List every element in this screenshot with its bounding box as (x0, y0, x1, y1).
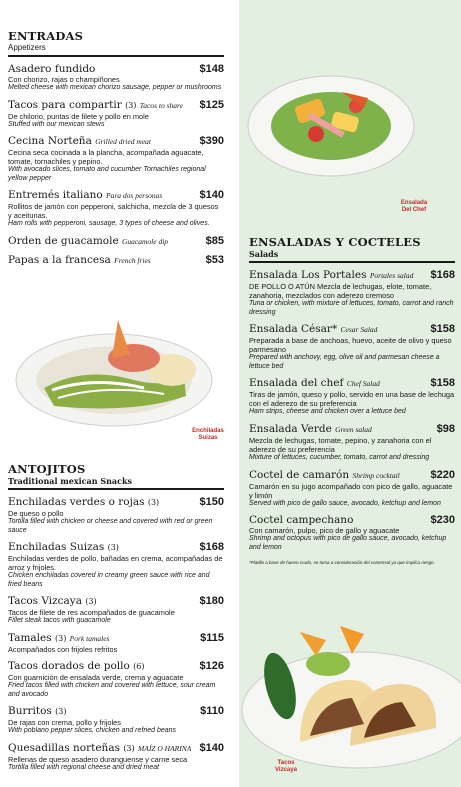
menu-item-description: De rajas con crema, pollo y frijoles (8, 718, 121, 728)
menu-item-title (8, 660, 145, 673)
menu-item-title (8, 189, 162, 202)
menu-item-description: Acompañados con frijoles refritos (8, 644, 118, 654)
menu-item-title (8, 541, 119, 554)
menu-item-english-name: Green salad (335, 424, 372, 434)
menu-item-name: Enchiladas Suizas (8, 541, 105, 554)
menu-item-price: $126 (199, 659, 224, 672)
menu-item-title (8, 99, 183, 112)
menu-item-description: Preparada a base de anchoas, huevo, aceite de olivo y queso parmesano (249, 336, 452, 355)
menu-item-description: DE POLLO O ATÚN Mezcla de lechugas, elote, tomate, zanahoria, mezclados con aderezo cremoso (249, 282, 432, 300)
menu-item-title (249, 469, 400, 482)
menu-item-description: Rollitos de jamón con pepperoni, salchicha, mezcla de 3 quesos y aceitunas. (8, 202, 219, 221)
menu-item-name: Ensalada Verde (249, 422, 332, 435)
menu-item (8, 189, 224, 229)
menu-item-price: $158 (430, 323, 455, 336)
menu-item-price: $158 (430, 377, 455, 390)
menu-item-header (8, 189, 224, 202)
menu-item-description: Cecina seca cocinada a la plancha, acompañada aguacate, tomate, tornachiles y pepino. (8, 148, 204, 167)
menu-item-description: Rellenas de queso asadero duranguense y carne seca (8, 754, 188, 764)
antojitos-section (8, 463, 224, 772)
menu-item-price: $115 (200, 631, 224, 644)
menu-item-quantity: (3) (125, 100, 137, 110)
menu-item-header (249, 469, 455, 482)
ensaladas-subtitle: Salads (249, 249, 279, 259)
menu-item (8, 135, 224, 183)
menu-item-description-english: Ham rolls with pepperoni, sausage, 3 types of cheese and olives. (8, 220, 210, 228)
menu-item-price: $110 (200, 705, 224, 718)
menu-item-quantity: (3) (147, 498, 160, 507)
enchiladas-photo (14, 318, 214, 430)
menu-item-quantity: (3) (85, 597, 97, 607)
menu-item (249, 469, 455, 509)
antojitos-rule (8, 488, 224, 490)
menu-item (8, 254, 224, 267)
menu-item-english-name: Para dos personas (106, 191, 163, 201)
menu-item-title (8, 63, 95, 75)
menu-item-name: Tacos para compartir (8, 98, 122, 111)
menu-item-price: $53 (205, 253, 224, 266)
menu-item-price: $140 (199, 189, 224, 202)
menu-item-name: Coctel campechano (249, 514, 354, 527)
menu-item-name: Tacos Vizcaya (8, 595, 82, 608)
menu-item-quantity: (3) (54, 633, 67, 643)
menu-item-description-english: Stuffed with our mexican stews (8, 120, 105, 128)
menu-item-title (8, 595, 97, 608)
menu-item-title (249, 377, 380, 390)
menu-item (249, 269, 455, 317)
menu-item-title (8, 742, 191, 755)
menu-item-header (8, 632, 224, 645)
menu-item-description-english: Shrimp and octopus with pico de gallo sauce, avocado, ketchup and lemon (249, 535, 447, 551)
menu-item-price: $180 (199, 595, 224, 608)
menu-item-price: $85 (205, 234, 224, 247)
menu-item-header (8, 63, 224, 75)
menu-item-quantity: (3) (55, 707, 67, 717)
menu-item-header (8, 742, 224, 755)
menu-item-title (8, 235, 168, 248)
menu-item-description-english: Tuna or chicken, with mixture of lettuces, tomato, carrot and ranch dressing (249, 300, 454, 316)
menu-item-description-english: Tortilla filled with chicken or cheese and covered with red or green sauce (8, 518, 213, 534)
menu-item (249, 423, 455, 463)
ensaladas-section (249, 236, 455, 566)
ensaladas-title: ENSALADAS Y COCTELES (249, 235, 421, 249)
menu-item-header (8, 135, 224, 148)
menu-item-description: Con camarón, pulpo, pico de gallo y aguacate (249, 526, 400, 536)
menu-item (8, 541, 224, 589)
menu-item-description-english: Mixture of lettuces, cucumber, tomato, carrot and dressing (249, 453, 430, 461)
menu-item-title (8, 705, 67, 718)
menu-item-header (249, 269, 455, 282)
menu-item-header (249, 514, 455, 526)
antojitos-subtitle: Traditional mexican Snacks (8, 476, 133, 486)
menu-item-header (249, 423, 455, 436)
menu-item-description-english: With poblano pepper slices, chicken and refried beans (8, 727, 177, 735)
menu-item-name: Tamales (8, 631, 52, 644)
raw-egg-note: *Platillo a base de huevo crudo, se toma a consideración del comensal ya que implica riesgo. (249, 560, 435, 566)
menu-item-name: Tacos dorados de pollo (8, 659, 130, 672)
menu-item-quantity: (6) (133, 661, 145, 671)
menu-item (8, 742, 224, 773)
tacos-caption: Tacos Vizcaya (275, 760, 297, 773)
menu-item-price: $148 (199, 63, 224, 75)
menu-item-title (249, 269, 413, 282)
menu-item-name: Coctel de camarón (249, 468, 350, 481)
menu-item-price: $168 (430, 269, 455, 281)
menu-item-name: Enchiladas verdes o rojas (8, 496, 145, 508)
menu-item-english-name: Pork tamales (69, 633, 110, 643)
menu-item (8, 705, 224, 736)
tacos-photo (240, 624, 461, 770)
menu-item-price: $230 (430, 514, 455, 527)
menu-item (8, 632, 224, 654)
menu-item-description-english: Chicken enchiladas covered in creamy green sauce with rice and fried beans (8, 572, 210, 588)
menu-item-english-name: Tacos to share (139, 100, 183, 110)
menu-item-description: Mezcla de lechugas, tomate, pepino, y zanahoria con el aderezo de su preferencia (249, 435, 432, 454)
menu-item-name: Ensalada del chef (249, 377, 344, 390)
ensaladas-list (249, 269, 455, 552)
menu-item-description-english: Melted cheese with mexican chorizo sausage, pepper or mushrooms (8, 84, 222, 91)
menu-item-english-name: Grilled dried meat (95, 137, 152, 147)
menu-item-name: Asadero fundido (8, 63, 96, 75)
salad-caption: Ensalada Del Chef (400, 200, 428, 213)
entradas-subtitle: Appetizers (8, 43, 46, 52)
menu-item-price: $168 (199, 541, 224, 554)
menu-item-english-name: Chef Salad (346, 379, 380, 389)
menu-item-title (8, 496, 159, 509)
menu-item-header (8, 235, 224, 248)
menu-item-english-name: Cesar Salad (340, 325, 378, 335)
menu-item-price: $125 (199, 98, 224, 111)
menu-item (8, 235, 224, 248)
menu-item-title (249, 514, 353, 526)
menu-item-name: Burritos (8, 705, 52, 718)
menu-item-header (8, 99, 224, 112)
menu-item-description: Enchiladas verdes de pollo, bañadas en crema, acompañadas de arroz y frijoles. (8, 554, 223, 573)
menu-item-title (8, 135, 151, 148)
menu-item-price: $140 (199, 741, 224, 754)
menu-item-description-english: Served with pico de gallo sauce, avocado, ketchup and lemon (249, 499, 441, 507)
menu-item-header (8, 660, 224, 673)
menu-item-header (8, 595, 224, 608)
chef-salad-photo (246, 72, 416, 180)
menu-item-price: $390 (199, 135, 224, 148)
antojitos-title: ANTOJITOS (8, 462, 86, 476)
menu-item-description-english: Fried tacos filled with chicken and covered with lettuce, sour cream and avocado (8, 681, 216, 698)
menu-item-english-name: French fries (114, 255, 151, 265)
menu-item-english-name: Guacamole dip (122, 236, 169, 246)
menu-item-name: Ensalada César* (249, 323, 338, 336)
menu-item-description: Tacos de filete de res acompañados de guacamole (8, 608, 175, 618)
menu-item-description: De chilorio, puntas de filete y pollo en mole (8, 111, 149, 121)
menu-item-description-english: With avocado slices, tomato and cucumber Tornachiles regional yellow pepper (8, 166, 206, 182)
menu-item-quantity: (3) (123, 743, 135, 753)
menu-item-quantity: (3) (107, 543, 119, 553)
menu-item-description: Tiras de jamón, queso y pollo, servido en una base de lechuga con el aderezo de su preferencia (249, 390, 455, 409)
menu-item-english-name: Shrimp cocktail (352, 470, 400, 480)
menu-item-description: Con guarnición de ensalada verde, crema y aguacate (8, 672, 184, 682)
menu-item-english-name: Portales salad (369, 271, 414, 280)
menu-item (8, 496, 224, 535)
menu-item-description-english: Ham strips, cheese and chicken over a lettuce bed (249, 408, 406, 416)
menu-item (8, 595, 224, 626)
menu-item-name: Entremés italiano (8, 189, 103, 202)
antojitos-list (8, 496, 224, 772)
menu-item-title (8, 254, 151, 267)
menu-item-description: Camarón en su jugo acompañado con pico de gallo, aguacate y limón (249, 481, 453, 500)
menu-item-title (249, 323, 377, 336)
menu-item-price: $220 (430, 468, 455, 481)
menu-item-description-english: Fillet steak tacos with guacamole (8, 617, 111, 625)
menu-item (8, 660, 224, 699)
menu-item-title (8, 632, 109, 645)
menu-item-description: De queso o pollo (8, 509, 64, 518)
menu-item (8, 99, 224, 130)
menu-item-english-name: MAÍZ O HARINA (138, 743, 192, 753)
menu-item (249, 323, 455, 371)
enchiladas-caption: Enchiladas Suizas (192, 428, 224, 441)
menu-item-name: Orden de guacamole (8, 234, 119, 247)
entradas-title: ENTRADAS (8, 29, 84, 43)
menu-item-header (8, 496, 224, 509)
menu-item (8, 63, 224, 93)
menu-item-name: Cecina Norteña (8, 135, 92, 148)
menu-item-price: $150 (199, 496, 224, 508)
entradas-list (8, 63, 224, 267)
menu-item-header (249, 377, 455, 390)
menu-item-header (8, 705, 224, 718)
menu-item-price: $98 (436, 422, 455, 435)
menu-item-header (8, 541, 224, 554)
menu-item-name: Ensalada Los Portales (249, 269, 367, 281)
entradas-rule (8, 55, 224, 57)
menu-item-description-english: Prepared with anchovy, egg, olive oil and parmesan cheese a lettuce bed (249, 354, 440, 370)
menu-item-title (249, 423, 372, 436)
entradas-section (8, 30, 224, 267)
menu-item (249, 514, 455, 552)
menu-item-name: Quesadillas norteñas (8, 741, 120, 754)
menu-item-header (8, 254, 224, 267)
ensaladas-rule (249, 261, 455, 263)
menu-item-header (249, 323, 455, 336)
menu-item-description: Con chorizo, rajas o champiñones (8, 75, 120, 84)
menu-item (249, 377, 455, 417)
menu-item-description-english: Tortilla filled with regional cheese and dried meat (8, 763, 160, 771)
menu-item-name: Papas a la francesa (8, 253, 111, 266)
